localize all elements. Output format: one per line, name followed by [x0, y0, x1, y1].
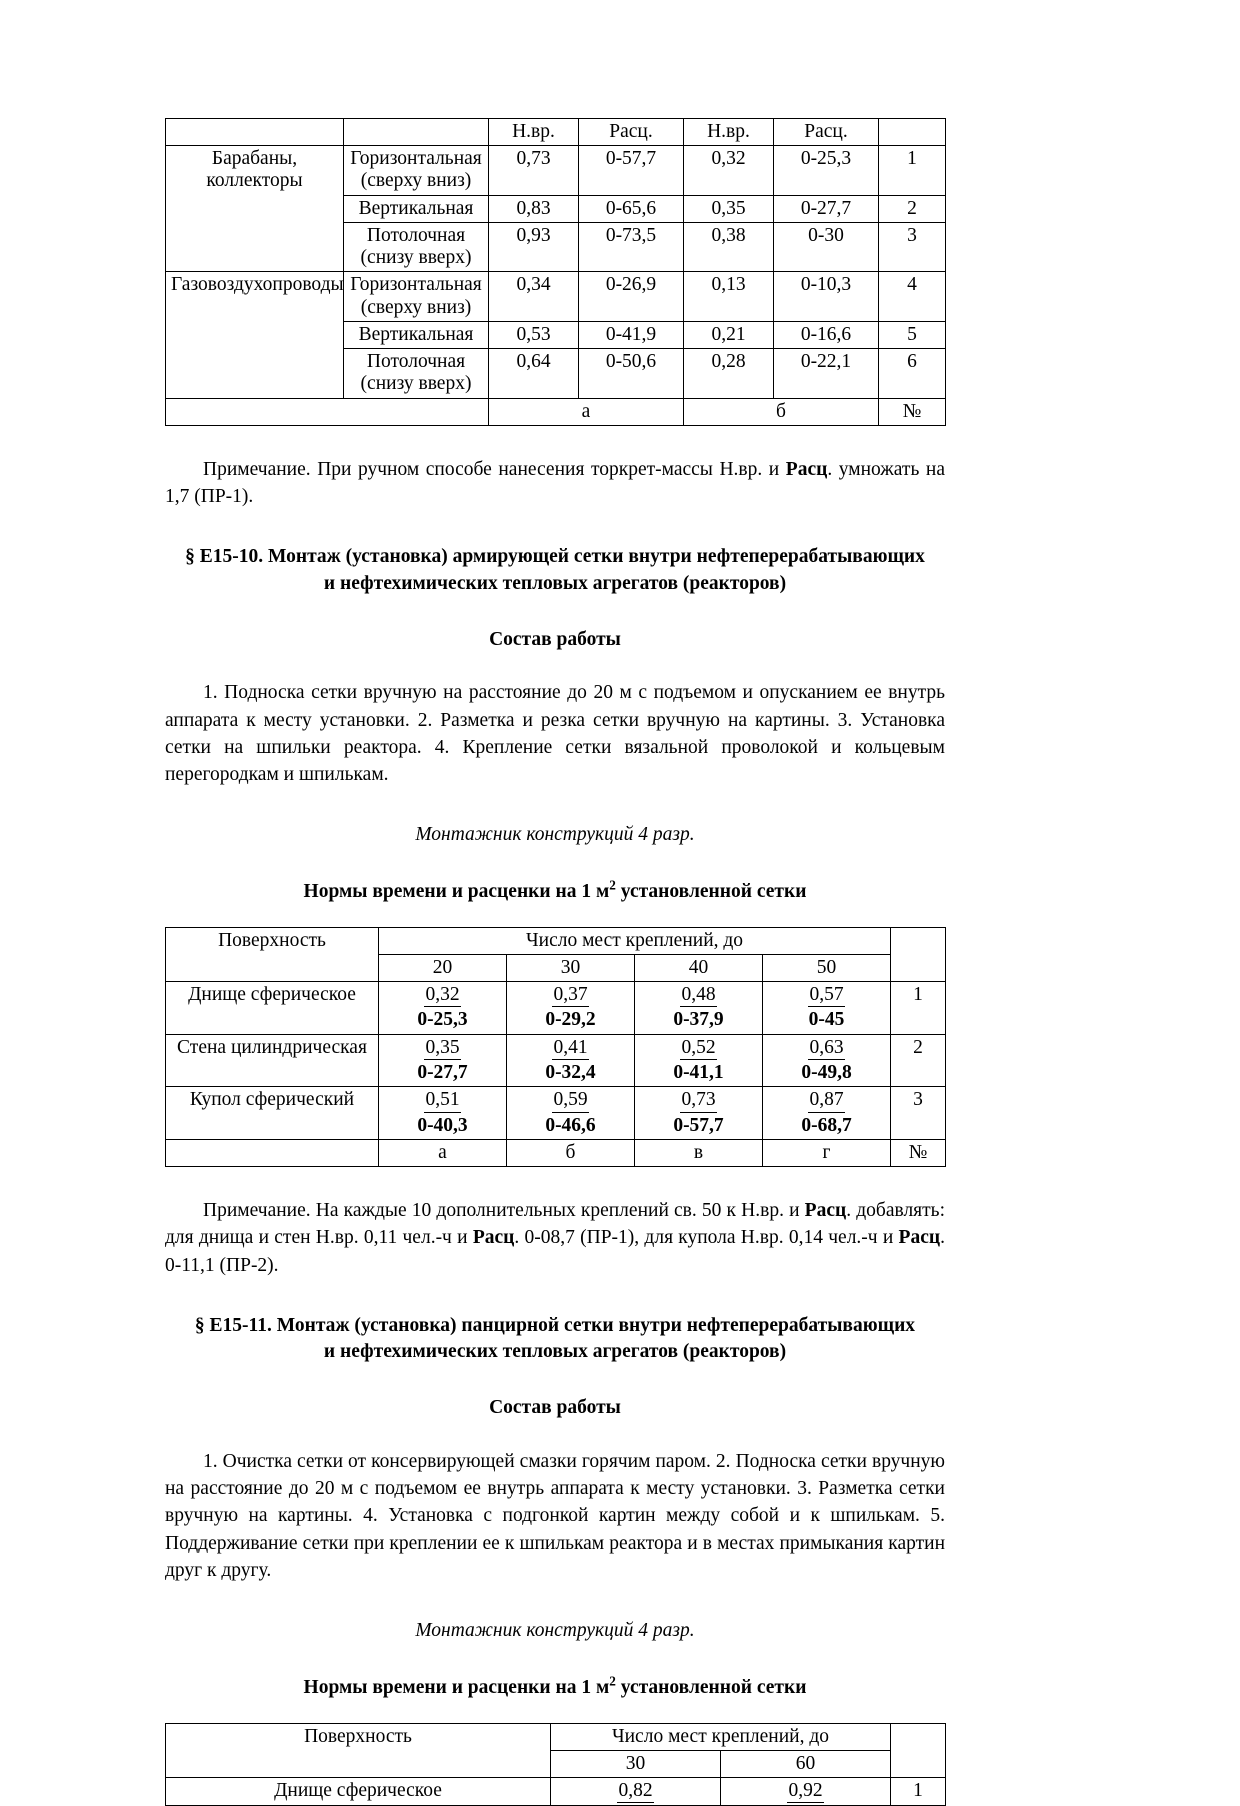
- surface-line-1: Горизонтальная: [350, 274, 482, 296]
- cell-rasc: 0-46,6: [545, 1114, 596, 1136]
- cell-rasc-2: 0-22,1: [774, 349, 879, 399]
- header-cell-surface: Поверхность: [166, 928, 379, 982]
- subheader-40: 40: [635, 954, 763, 981]
- note2-bold-3: Расц: [898, 1227, 941, 1249]
- work-composition-text-11: 1. Очистка сетки от консервирующей смазки горячим паром. 2. Подноска сетки вручную на расстояние до 20 м с подъемом ее внутрь аппарата к месту установки. 3. Разметка сетки вручную на картины. 4. Установка с подгонкой картин между собой и к шпилькам. 5. Поддерживание сетки при креплении ее к шпилькам реактора и в местах примыкания картин друг к другу.: [165, 1450, 945, 1581]
- cell-nvr: 0,41: [552, 1037, 588, 1060]
- row-surface: [344, 145, 489, 195]
- cell-nvr-1: 0,53: [489, 322, 579, 349]
- header-cell-empty1: [166, 119, 344, 146]
- cell-nvr-1: 0,93: [489, 222, 579, 272]
- cell-rasc-1: 0-57,7: [579, 145, 684, 195]
- cell-nvr: 0,73: [680, 1089, 716, 1112]
- footer-cell-v: в: [635, 1140, 763, 1167]
- subheader-30: 30: [551, 1750, 721, 1777]
- subheader-30: 30: [507, 954, 635, 981]
- footer-cell-b: б: [507, 1140, 635, 1167]
- row-surface: [344, 349, 489, 399]
- norms-heading-pre: Нормы времени и расценки на 1 м: [303, 1676, 610, 1698]
- cell-value: [635, 981, 763, 1034]
- cell-value: [379, 1087, 507, 1140]
- cell-nvr: 0,87: [808, 1089, 844, 1112]
- cell-value: [507, 1087, 635, 1140]
- footer-cell-a: а: [379, 1140, 507, 1167]
- subheader-50: 50: [763, 954, 891, 981]
- row-surface: Днище сферическое: [166, 981, 379, 1034]
- cell-value: [635, 1087, 763, 1140]
- cell-nvr: 0,32: [424, 984, 460, 1007]
- cell-row-number: 2: [891, 1034, 946, 1087]
- row-surface: Днище сферическое: [166, 1777, 551, 1805]
- norms-table-pantsirnoy-setki: [165, 1723, 946, 1806]
- cell-rasc-2: 0-27,7: [774, 195, 879, 222]
- note-bold-rasc: Расц: [785, 458, 828, 480]
- cell-value: [379, 1034, 507, 1087]
- cell-nvr: 0,52: [680, 1037, 716, 1060]
- row-surface: [344, 222, 489, 272]
- header-cell-nvr-2: Н.вр.: [684, 119, 774, 146]
- footer-cell-empty: [166, 398, 489, 425]
- section-title-line-2: и нефтехимических тепловых агрегатов (реакторов): [323, 1341, 787, 1363]
- cell-value: [379, 981, 507, 1034]
- table-header-row: [166, 928, 946, 955]
- header-cell-rasc-1: Расц.: [579, 119, 684, 146]
- footer-cell-number: №: [891, 1140, 946, 1167]
- cell-nvr: 0,48: [680, 984, 716, 1007]
- norms-heading-pre: Нормы времени и расценки на 1 м: [303, 880, 610, 902]
- note2-bold-2: Расц: [472, 1227, 515, 1249]
- cell-nvr-2: 0,21: [684, 322, 774, 349]
- note-text-part1: Примечание. При ручном способе нанесения торкрет-массы Н.вр. и: [203, 458, 786, 480]
- header-cell-number: [891, 1723, 946, 1777]
- header-cell-empty2: [344, 119, 489, 146]
- subheader-20: 20: [379, 954, 507, 981]
- cell-rasc: 0-41,1: [673, 1061, 724, 1083]
- cell-rasc-2: 0-10,3: [774, 272, 879, 322]
- cell-row-number: 1: [891, 1777, 946, 1805]
- note2-part1: Примечание. На каждые 10 дополнительных креплений св. 50 к Н.вр. и: [203, 1199, 805, 1221]
- note2-part4: . 0-11,1 (ПР-2).: [165, 1227, 945, 1276]
- cell-nvr: 0,82: [617, 1780, 653, 1803]
- row-group-label: Барабаны, коллекторы: [166, 145, 344, 272]
- header-cell-nvr-1: Н.вр.: [489, 119, 579, 146]
- row-surface: [344, 272, 489, 322]
- cell-rasc: 0-57,7: [673, 1114, 724, 1136]
- cell-rasc-1: 0-65,6: [579, 195, 684, 222]
- worker-qualification-11: Монтажник конструкций 4 разр.: [415, 1620, 695, 1642]
- subheader-60: 60: [721, 1750, 891, 1777]
- section-title-e15-11: [165, 1313, 945, 1366]
- cell-value: [507, 1034, 635, 1087]
- row-surface: Купол сферический: [166, 1087, 379, 1140]
- norms-heading-sup: 2: [609, 877, 616, 893]
- surface-line-1: Потолочная: [366, 351, 466, 373]
- cell-nvr: 0,59: [552, 1089, 588, 1112]
- cell-nvr: 0,57: [808, 984, 844, 1007]
- surface-line-2: (снизу вверх): [360, 246, 472, 268]
- work-composition-heading-11: Состав работы: [489, 1397, 621, 1419]
- header-cell-group: Число мест креплений, до: [379, 928, 891, 955]
- footer-cell-number: №: [879, 398, 946, 425]
- cell-nvr-1: 0,73: [489, 145, 579, 195]
- section-title-e15-10: [165, 544, 945, 597]
- row-surface: Стена цилиндрическая: [166, 1034, 379, 1087]
- footer-cell-g: г: [763, 1140, 891, 1167]
- norms-heading-post: установленной сетки: [615, 1676, 807, 1698]
- section-title-line-1: § Е15-10. Монтаж (установка) армирующей сетки внутри нефтеперерабатывающих: [185, 546, 925, 568]
- cell-nvr-2: 0,32: [684, 145, 774, 195]
- cell-row-number: 1: [879, 145, 946, 195]
- note-torkret: [165, 456, 945, 511]
- section-title-line-2: и нефтехимических тепловых агрегатов (реакторов): [323, 572, 787, 594]
- cell-rasc: 0-49,8: [801, 1061, 852, 1083]
- surface-line-2: (сверху вниз): [360, 170, 472, 192]
- page-content: [165, 118, 945, 1806]
- cell-row-number: 4: [879, 272, 946, 322]
- section-title-line-1: § Е15-11. Монтаж (установка) панцирной сетки внутри нефтеперерабатывающих: [194, 1314, 916, 1336]
- norms-heading-10: [165, 879, 945, 905]
- cell-rasc: 0-29,2: [545, 1009, 596, 1031]
- surface-line-1: Горизонтальная: [350, 147, 482, 169]
- work-composition-heading-10: Состав работы: [489, 628, 621, 650]
- table-row: [166, 1087, 946, 1140]
- cell-nvr: 0,63: [808, 1037, 844, 1060]
- table-header-row: [166, 1723, 946, 1750]
- work-composition-text-10: 1. Подноска сетки вручную на расстояние до 20 м с подъемом и опусканием ее внутрь аппарата к месту установки. 2. Разметка и резка сетки вручную на картины. 3. Установка сетки на шпильки реактора. 4. Крепление сетки вязальной проволокой и кольцевым перегородкам и шпилькам.: [165, 682, 945, 786]
- cell-nvr: 0,51: [424, 1089, 460, 1112]
- cell-value: [721, 1777, 891, 1805]
- cell-rasc-2: 0-25,3: [774, 145, 879, 195]
- cell-nvr-1: 0,83: [489, 195, 579, 222]
- cell-value: [507, 981, 635, 1034]
- cell-rasc: 0-25,3: [417, 1009, 468, 1031]
- cell-nvr-1: 0,34: [489, 272, 579, 322]
- cell-nvr: 0,37: [552, 984, 588, 1007]
- cell-row-number: 5: [879, 322, 946, 349]
- cell-rasc: 0-37,9: [673, 1009, 724, 1031]
- row-group-label: Газовоздухопроводы: [166, 272, 344, 399]
- cell-value: [763, 1034, 891, 1087]
- cell-rasc: 0-40,3: [417, 1114, 468, 1136]
- cell-rasc-1: 0-26,9: [579, 272, 684, 322]
- cell-value: [551, 1777, 721, 1805]
- header-cell-group: Число мест креплений, до: [551, 1723, 891, 1750]
- worker-qualification-10: Монтажник конструкций 4 разр.: [415, 824, 695, 846]
- note2-bold-1: Расц: [804, 1199, 847, 1221]
- cell-nvr-2: 0,13: [684, 272, 774, 322]
- surface-line-2: (сверху вниз): [360, 296, 472, 318]
- table-row: [166, 1034, 946, 1087]
- surface-line-2: (снизу вверх): [360, 373, 472, 395]
- note2-part3: . 0-08,7 (ПР-1), для купола Н.вр. 0,14 чел.-ч и: [514, 1227, 899, 1249]
- cell-rasc: 0-27,7: [417, 1061, 468, 1083]
- table-header-row: [166, 119, 946, 146]
- cell-row-number: 1: [891, 981, 946, 1034]
- cell-rasc-2: 0-16,6: [774, 322, 879, 349]
- cell-nvr: 0,92: [787, 1780, 823, 1803]
- cell-rasc: 0-45: [808, 1009, 845, 1031]
- norms-heading-11: [165, 1675, 945, 1701]
- cell-row-number: 3: [891, 1087, 946, 1140]
- note-armiruyushchaya-setka: [165, 1197, 945, 1279]
- footer-cell-a: а: [489, 398, 684, 425]
- header-cell-empty3: [879, 119, 946, 146]
- cell-row-number: 3: [879, 222, 946, 272]
- cell-rasc: 0-32,4: [545, 1061, 596, 1083]
- table-row: [166, 1777, 946, 1805]
- row-surface: Вертикальная: [344, 322, 489, 349]
- cell-rasc: 0-68,7: [801, 1114, 852, 1136]
- cell-row-number: 2: [879, 195, 946, 222]
- cell-nvr-2: 0,35: [684, 195, 774, 222]
- cell-nvr-2: 0,38: [684, 222, 774, 272]
- cell-rasc-1: 0-50,6: [579, 349, 684, 399]
- cell-value: [635, 1034, 763, 1087]
- footer-cell-b: б: [684, 398, 879, 425]
- table-footer-row: [166, 1140, 946, 1167]
- norms-table-torkret: [165, 118, 946, 426]
- cell-nvr: 0,35: [424, 1037, 460, 1060]
- cell-nvr-1: 0,64: [489, 349, 579, 399]
- header-cell-number: [891, 928, 946, 982]
- table-row: [166, 272, 946, 322]
- norms-heading-post: установленной сетки: [615, 880, 807, 902]
- row-surface: Вертикальная: [344, 195, 489, 222]
- table-footer-row: [166, 398, 946, 425]
- norms-table-armiruyushchey-setki: [165, 927, 946, 1167]
- cell-row-number: 6: [879, 349, 946, 399]
- cell-value: [763, 1087, 891, 1140]
- header-cell-surface: Поверхность: [166, 1723, 551, 1777]
- cell-rasc-2: 0-30: [774, 222, 879, 272]
- table-row: [166, 145, 946, 195]
- note2-part2: . добавлять: для днища и стен Н.вр. 0,11 чел.-ч и: [165, 1199, 945, 1249]
- cell-rasc-1: 0-73,5: [579, 222, 684, 272]
- footer-cell-empty: [166, 1140, 379, 1167]
- note-text-part2: . умножать на 1,7 (ПР-1).: [165, 458, 945, 507]
- cell-nvr-2: 0,28: [684, 349, 774, 399]
- cell-rasc-1: 0-41,9: [579, 322, 684, 349]
- norms-heading-sup: 2: [609, 1673, 616, 1689]
- surface-line-1: Потолочная: [366, 224, 466, 246]
- header-cell-rasc-2: Расц.: [774, 119, 879, 146]
- cell-value: [763, 981, 891, 1034]
- table-row: [166, 981, 946, 1034]
